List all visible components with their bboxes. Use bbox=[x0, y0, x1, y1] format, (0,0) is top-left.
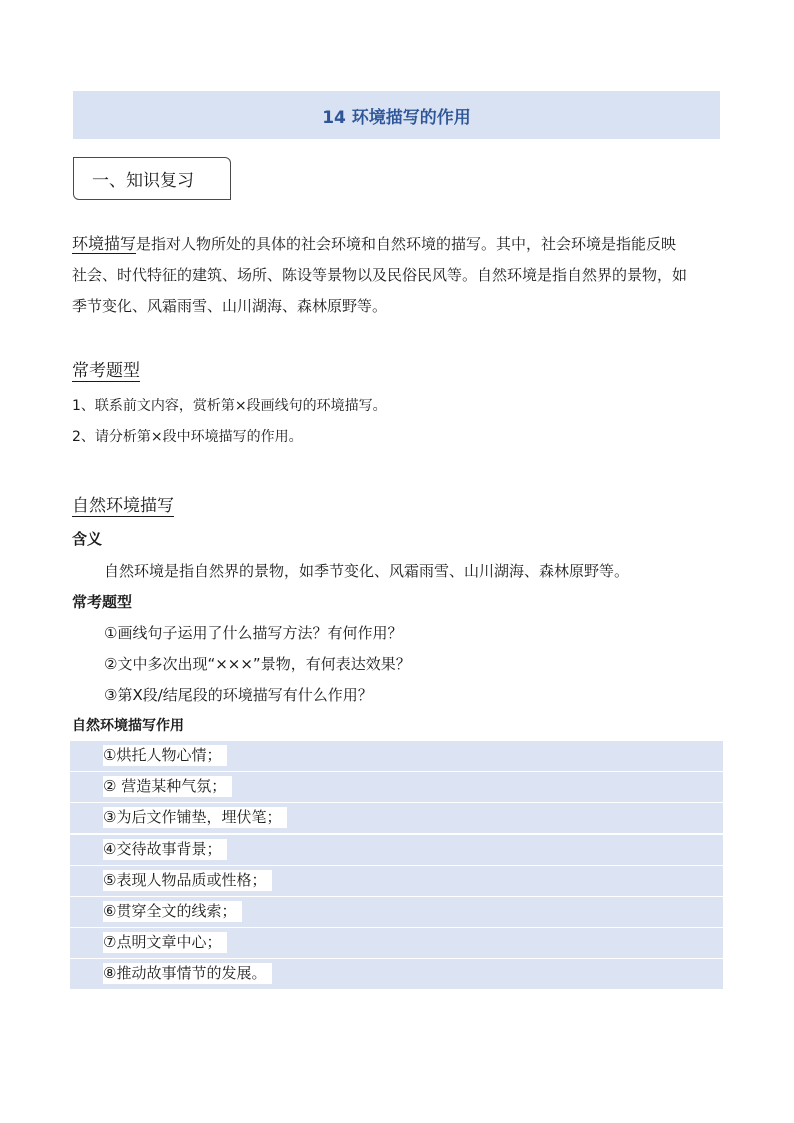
intro-line-1 bbox=[72, 228, 724, 260]
list-item bbox=[70, 835, 723, 865]
effect-text: ② 营造某种气氛； bbox=[103, 776, 232, 797]
list-item bbox=[70, 803, 723, 833]
effect-text: ⑧推动故事情节的发展。 bbox=[103, 963, 272, 984]
section-label-box bbox=[73, 157, 231, 200]
natural-type-item-1: ①画线句子运用了什么描写方法？有何作用？ bbox=[104, 624, 403, 642]
natural-type-item-2: ②文中多次出现“×××”景物，有何表达效果？ bbox=[104, 655, 411, 673]
list-item bbox=[70, 959, 723, 989]
intro-line-1-rest: 是指对人物所处的具体的社会环境和自然环境的描写。其中，社会环境是指能反映 bbox=[136, 235, 677, 253]
list-item bbox=[70, 866, 723, 896]
common-type-item-2: 2、请分析第×段中环境描写的作用。 bbox=[72, 429, 303, 445]
intro-term: 环境描写 bbox=[72, 234, 137, 253]
types-label: 常考题型 bbox=[72, 593, 133, 611]
list-item bbox=[70, 897, 723, 927]
list-item bbox=[70, 928, 723, 958]
common-types-heading: 常考题型 bbox=[72, 361, 140, 381]
effect-text: ⑤表现人物品质或性格； bbox=[103, 870, 272, 891]
intro-line-2: 社会、时代特征的建筑、场所、陈设等景物以及民俗民风等。自然环境是指自然界的景物，如 bbox=[72, 266, 688, 284]
effect-text: ①烘托人物心情； bbox=[103, 745, 227, 766]
meaning-text: 自然环境是指自然界的景物，如季节变化、风霜雨雪、山川湖海、森林原野等。 bbox=[104, 562, 630, 580]
list-item bbox=[70, 741, 723, 771]
title-banner bbox=[73, 91, 720, 139]
natural-type-item-3: ③第X段/结尾段的环境描写有什么作用？ bbox=[104, 686, 373, 704]
list-item bbox=[70, 772, 723, 802]
natural-heading: 自然环境描写 bbox=[72, 496, 174, 516]
effects-list bbox=[70, 741, 723, 991]
effect-text: ④交待故事背景； bbox=[103, 839, 227, 860]
meaning-label: 含义 bbox=[72, 530, 103, 548]
effects-label: 自然环境描写作用 bbox=[72, 718, 184, 734]
section-label: 一、知识复习 bbox=[92, 171, 194, 191]
intro-line-3: 季节变化、风霜雨雪、山川湖海、森林原野等。 bbox=[72, 297, 388, 315]
effect-text: ⑦点明文章中心； bbox=[103, 932, 227, 953]
page-title: 14 环境描写的作用 bbox=[322, 107, 471, 128]
effect-text: ⑥贯穿全文的线索； bbox=[103, 901, 242, 922]
common-type-item-1: 1、联系前文内容，赏析第×段画线句的环境描写。 bbox=[72, 398, 387, 414]
intro-paragraph bbox=[72, 228, 724, 322]
effect-text: ③为后文作铺垫，埋伏笔； bbox=[103, 807, 287, 828]
